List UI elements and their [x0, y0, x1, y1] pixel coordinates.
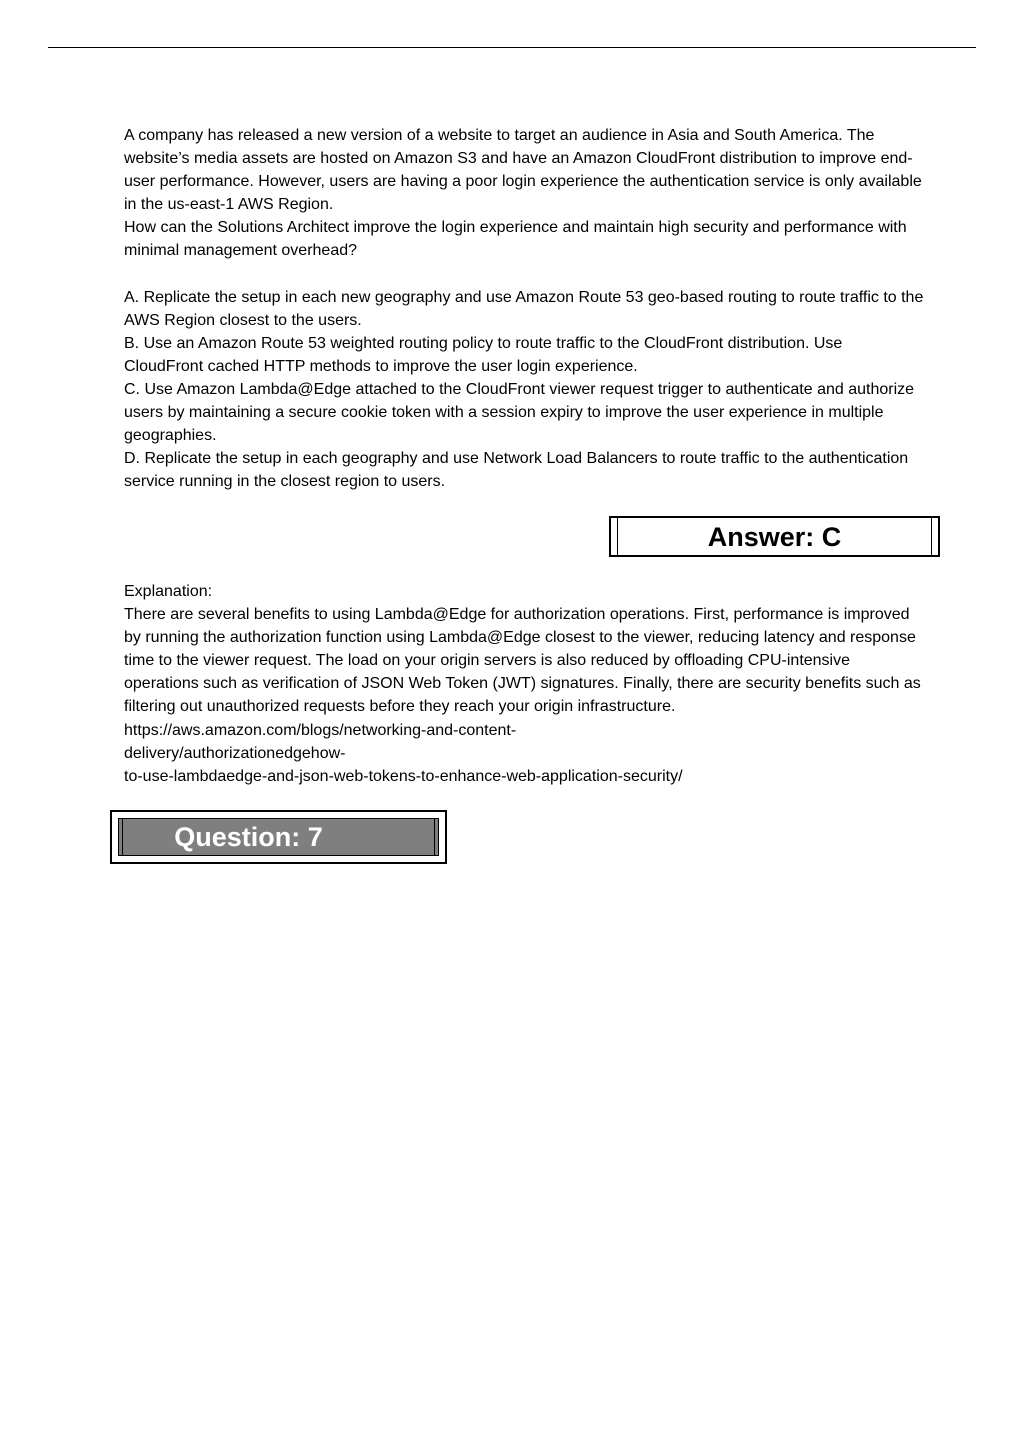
option-d: D. Replicate the setup in each geography and use Network Load Balancers to route traffic to the authentication service running in the closest region to users.: [124, 450, 909, 491]
option-a: A. Replicate the setup in each new geography and use Amazon Route 53 geo-based routing to route traffic to the AWS Region closest to the users.: [124, 288, 924, 329]
explanation-link-line-3: to-use-lambdaedge-and-json-web-tokens-to-enhance-web-application-security/: [124, 767, 683, 785]
explanation-block: [124, 580, 924, 788]
question-block: [124, 124, 924, 493]
explanation-body: There are several benefits to using Lambda@Edge for authorization operations. First, performance is improved by running the authorization function using Lambda@Edge closest to the viewer, reducing latency and response time to the viewer request. The load on your origin servers is also reduced by offloading CPU-intensive operations such as verification of JSON Web Token (JWT) signatures. Finally, there are security benefits such as filtering out unauthorized requests before they reach your origin infrastructure. https://aws.amazon.com/blogs/networking-and-content-: [124, 606, 921, 739]
option-c: C. Use Amazon Lambda@Edge attached to the CloudFront viewer request trigger to authenticate and authorize users by maintaining a secure cookie token with a session expiry to improve the user experience in multiple geographies.: [124, 380, 915, 445]
explanation-link-line-2: delivery/authorizationedgehow-: [124, 744, 346, 762]
question-stem-paragraph: A company has released a new version of a website to target an audience in Asia and South America. The website’s media assets are hosted on Amazon S3 and have an Amazon CloudFront distribution to improve end-user performance. However, users are having a poor login experience the authentication service is only available in the us-east-1 AWS Region.: [124, 127, 922, 214]
spacer: [124, 263, 924, 286]
answer-box: [609, 516, 940, 557]
explanation-heading: Explanation:: [124, 583, 213, 600]
question-stem-prompt: How can the Solutions Architect improve the login experience and maintain high security and performance with minimal management overhead?: [124, 219, 907, 260]
answer-label: Answer: C: [707, 522, 842, 552]
next-question-banner: [110, 810, 447, 864]
next-question-label: Question: 7: [174, 822, 323, 852]
header-rule: [48, 47, 976, 48]
next-question-banner-fill: [118, 818, 439, 856]
option-b: B. Use an Amazon Route 53 weighted routing policy to route traffic to the CloudFront distribution. Use CloudFront cached HTTP methods to improve the user login experience.: [124, 334, 843, 375]
